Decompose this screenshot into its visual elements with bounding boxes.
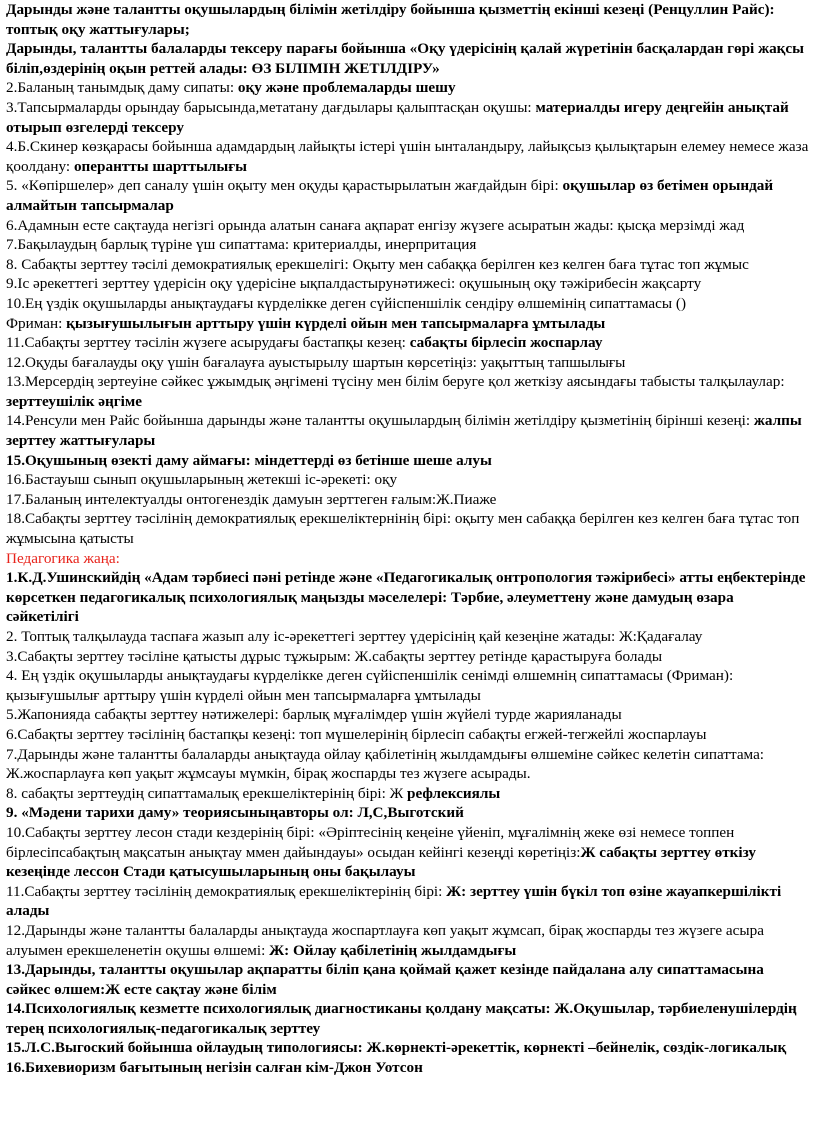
text-line bbox=[6, 411, 810, 450]
section-heading: Педагогика жаңа: bbox=[6, 549, 120, 567]
text-segment: 7.Дарынды және талантты балаларды анықтауда ойлау қабілетінің жылдамдығы өлшеміне сәйкес келетін сипаттама: Ж.жоспарлауға көп уақыт жұмсауы мүмкін, бірақ жоспарды тез жүзеге асырады. bbox=[6, 745, 765, 783]
text-line bbox=[6, 784, 810, 804]
text-segment: 3.Тапсырмаларды орындау барысында,метатану дағдылары қалыптасқан оқушы: bbox=[6, 98, 536, 116]
text-segment: 6.Сабақты зерттеу тәсілінің бастапқы кезеңі: топ мүшелерінің бірлесіп сабақты егжей-тегжейлі жоспарлауы bbox=[6, 725, 707, 743]
text-line bbox=[6, 647, 810, 667]
text-line bbox=[6, 627, 810, 647]
text-line bbox=[6, 0, 810, 39]
bold-answer: материалды игеру деңгейін анықтай отырып өзгелерді тексеру bbox=[6, 98, 789, 136]
bold-answer: 13.Дарынды, талантты оқушылар ақпаратты біліп қана қоймай қажет кезінде пайдалана алу сипаттамасына сәйкес өлшем:Ж есте сақтау және білім bbox=[6, 961, 764, 998]
text-segment: 3.Сабақты зерттеу тәсіліне қатысты дұрыс тұжырым: Ж.сабақты зерттеу ретінде қарастыруға болады bbox=[6, 647, 663, 665]
text-segment: Фриман: bbox=[6, 314, 67, 332]
text-line bbox=[6, 549, 810, 569]
bold-answer: Ж сабақты зерттеу өткізу кезеңінде лессон Стади қатысушыларының оны бақылауы bbox=[6, 843, 757, 881]
text-segment: 2.Баланың танымдық даму сипаты: bbox=[6, 79, 238, 97]
text-line bbox=[6, 451, 810, 471]
text-segment: 2. Топтық талқылауда таспаға жазып алу іс-әрекеттегі зерттеу үдерісінің қай кезеңіне жатады: Ж:Қадағалау bbox=[6, 628, 703, 645]
text-line bbox=[6, 333, 810, 353]
text-line bbox=[6, 999, 810, 1038]
text-segment: 17.Баланың интелектуалды онтогенездік дамуын зерттеген ғалым:Ж.Пиаже bbox=[6, 490, 497, 508]
text-line bbox=[6, 137, 810, 176]
bold-answer: 14.Психологиялық кезметте психологиялық диагностиканы қолдану мақсаты: Ж.Оқушылар, тәрбиеленушілердің терең психологиялық-педагогикалық зерттеу bbox=[6, 1000, 797, 1037]
text-segment: 4.Б.Скинер көзқарасы бойынша адамдардың лайықты істері үшін ынталандыру, лайықсыз қылықтарын елемеу немесе жаза қоолдану: bbox=[6, 138, 809, 175]
bold-answer: 15.Оқушының өзекті даму аймағы: міндеттерді өз бетінше шеше алуы bbox=[6, 451, 492, 469]
text-segment: 8. Сабақты зерттеу тәсілі демократиялық ерекшелігі: Оқыту мен сабаққа берілген кез келген баға тұтас топ жұмыс bbox=[6, 255, 749, 273]
text-line bbox=[6, 353, 810, 373]
text-segment: 16.Бастауыш сынып оқушыларының жетекші іс-әрекеті: оқу bbox=[6, 471, 398, 489]
bold-answer: сабақты бірлесіп жоспарлау bbox=[409, 334, 603, 352]
bold-answer: рефлексиялы bbox=[407, 784, 501, 802]
text-line bbox=[6, 1058, 810, 1078]
bold-answer: қызығушылығын арттыру үшін күрделі ойын мен тапсырмаларға ұмтылады bbox=[66, 314, 606, 332]
bold-answer: 15.Л.С.Выгоский бойынша ойлаудың типологиясы: Ж.көрнекті-әрекеттік, көрнекті –бейнелік, сөздік-логикалық bbox=[6, 1039, 787, 1057]
text-segment: 4. Ең үздік оқушыларды анықтаудағы күрделікке деген сүйіспеншілік сенімді өлшемнің сипаттамасы (Фриман): қызығушылығ арттыру үшін күрделі ойын мен тапсырмаларға ұмтылады bbox=[6, 667, 734, 704]
bold-answer: Ж: Ойлау қабілетінің жылдамдығы bbox=[269, 941, 517, 959]
text-segment: 11.Сабақты зерттеу тәсілінің демократиялық ерекшеліктерінің бірі: bbox=[6, 882, 447, 900]
text-line bbox=[6, 882, 810, 921]
text-line bbox=[6, 274, 810, 294]
text-segment: 10.Сабақты зерттеу лесон стади кездерінің бірі: «Әріптесінің кеңеіне үйеніп, мұғалімнің жеке өзі немесе топпен бірлесіпсабақтың мақсатын анықтау ммен дайындауы» осыдан кейінгі кезеңді көретіңіз: bbox=[6, 823, 735, 861]
text-line bbox=[6, 725, 810, 745]
text-line bbox=[6, 372, 810, 411]
text-line bbox=[6, 921, 810, 960]
text-segment: 6.Адамнын есте сақтауда негізгі орында алатын санаға ақпарат енгізу жүзеге асыратын жады: қысқа мерзімді жад bbox=[6, 216, 745, 234]
bold-answer: оқу және проблемаларды шешу bbox=[237, 79, 456, 97]
text-segment: 11.Сабақты зерттеу тәсілін жүзеге асырудағы бастапқы кезең: bbox=[6, 334, 410, 352]
bold-answer: Дарынды және талантты оқушылардың білімін жетілдіру бойынша қызметтің екінші кезеңі (Ренцуллин Райс): топтық оқу жаттығулары; bbox=[6, 1, 775, 38]
text-line bbox=[6, 823, 810, 882]
text-segment: 7.Бақылаудың барлық түріне үш сипаттама: критериалды, инерпритация bbox=[6, 236, 477, 254]
text-line bbox=[6, 745, 810, 784]
text-line bbox=[6, 98, 810, 137]
bold-answer: Ж: зерттеу үшін бүкіл топ өзіне жауапкершілікті алады bbox=[6, 882, 782, 920]
text-line bbox=[6, 490, 810, 510]
text-segment: 14.Ренсули мен Райс бойынша дарынды және талантты оқушылардың білімін жетілдіру қызметінің бірінші кезеңі: bbox=[6, 412, 754, 430]
text-line bbox=[6, 314, 810, 334]
text-line bbox=[6, 255, 810, 275]
bold-answer: оқушылар өз бетімен орындай алмайтын тапсырмалар bbox=[6, 177, 774, 214]
text-segment: 18.Сабақты зерттеу тәсілінің демократиялық ерекшеліктернінің бірі: оқыту мен сабаққа берілген кез келген баға тұтас топ жұмысына қатысты bbox=[6, 510, 800, 548]
bold-answer: зерттеушілік әңгіме bbox=[6, 392, 142, 410]
text-line bbox=[6, 470, 810, 490]
text-line bbox=[6, 78, 810, 98]
text-segment: 5.Жапонияда сабақты зерттеу нәтижелері: барлық мұғалімдер үшін жүйелі турде жарияланады bbox=[6, 706, 622, 724]
text-segment: 13.Мерсердің зертеуіне сәйкес ұжымдық әңгімені түсіну мен білім беруге қол жеткізу аясындағы табысты талқылаулар: bbox=[6, 373, 785, 391]
bold-answer: 16.Бихевиоризм бағытының негізін салған кім-Джон Уотсон bbox=[6, 1059, 423, 1077]
bold-answer: оперантты шарттылығы bbox=[73, 157, 247, 175]
text-line bbox=[6, 176, 810, 215]
text-line bbox=[6, 216, 810, 236]
text-line bbox=[6, 39, 810, 78]
text-line bbox=[6, 666, 810, 705]
text-line bbox=[6, 705, 810, 725]
text-segment: 10.Ең үздік оқушыларды анықтаудағы күрделікке деген сүйіспеншілік сендіру өлшемінің сипаттамасы () bbox=[6, 294, 687, 312]
text-line bbox=[6, 568, 810, 627]
text-line bbox=[6, 294, 810, 314]
bold-answer: 9. «Мәдени тарихи даму» теориясыныңавторы ол: Л,С,Выготский bbox=[6, 804, 464, 822]
text-segment: 12.Оқуды бағалауды оқу үшін бағалауға ауыстырылу шартын көрсетіңіз: уақыттың тапшылығы bbox=[6, 353, 626, 371]
bold-answer: жалпы зерттеу жаттығулары bbox=[6, 412, 802, 450]
text-segment: 5. «Көпіршелер» деп саналу үшін оқыту мен оқуды қарастырылатын жағдайдын бірі: bbox=[6, 177, 563, 195]
text-line bbox=[6, 235, 810, 255]
text-line bbox=[6, 1038, 810, 1058]
text-segment: 8. сабақты зерттеудің сипаттамалық ерекшеліктерінің бірі: Ж bbox=[6, 784, 408, 802]
text-line bbox=[6, 803, 810, 823]
text-segment: 12.Дарынды және талантты балаларды анықтауда жоспартлауға көп уақыт жұмсап, бірақ жоспарды тез жүзеге асыра алуымен ерекшеленетін оқушы өлшемі: bbox=[6, 921, 764, 959]
text-line bbox=[6, 960, 810, 999]
bold-answer: Дарынды, талантты балаларды тексеру парағы бойынша «Оқу үдерісінің қалай жүретінін басқалардан гөрі жақсы біліп,өздерінің оқын реттей алады: ӨЗ БІЛІМІН ЖЕТІЛДІРУ» bbox=[6, 40, 805, 77]
text-line bbox=[6, 509, 810, 548]
text-segment: 9.Іс әрекеттегі зерттеу үдерісін оқу үдерісіне ықпалдастырунәтижесі: оқушының оқу тәжірибесін жақсарту bbox=[6, 275, 702, 293]
bold-answer: 1.К.Д.Ушинскийдің «Адам тәрбиесі пәні ретінде және «Педагогикалық онтропология тәжірибесі» атты еңбектерінде көрсеткен педагогикалық психологиялық маңызды мәселелері: Тәрбие, әлеуметтену және дамудың өзара сәйкетілігі bbox=[6, 569, 806, 626]
